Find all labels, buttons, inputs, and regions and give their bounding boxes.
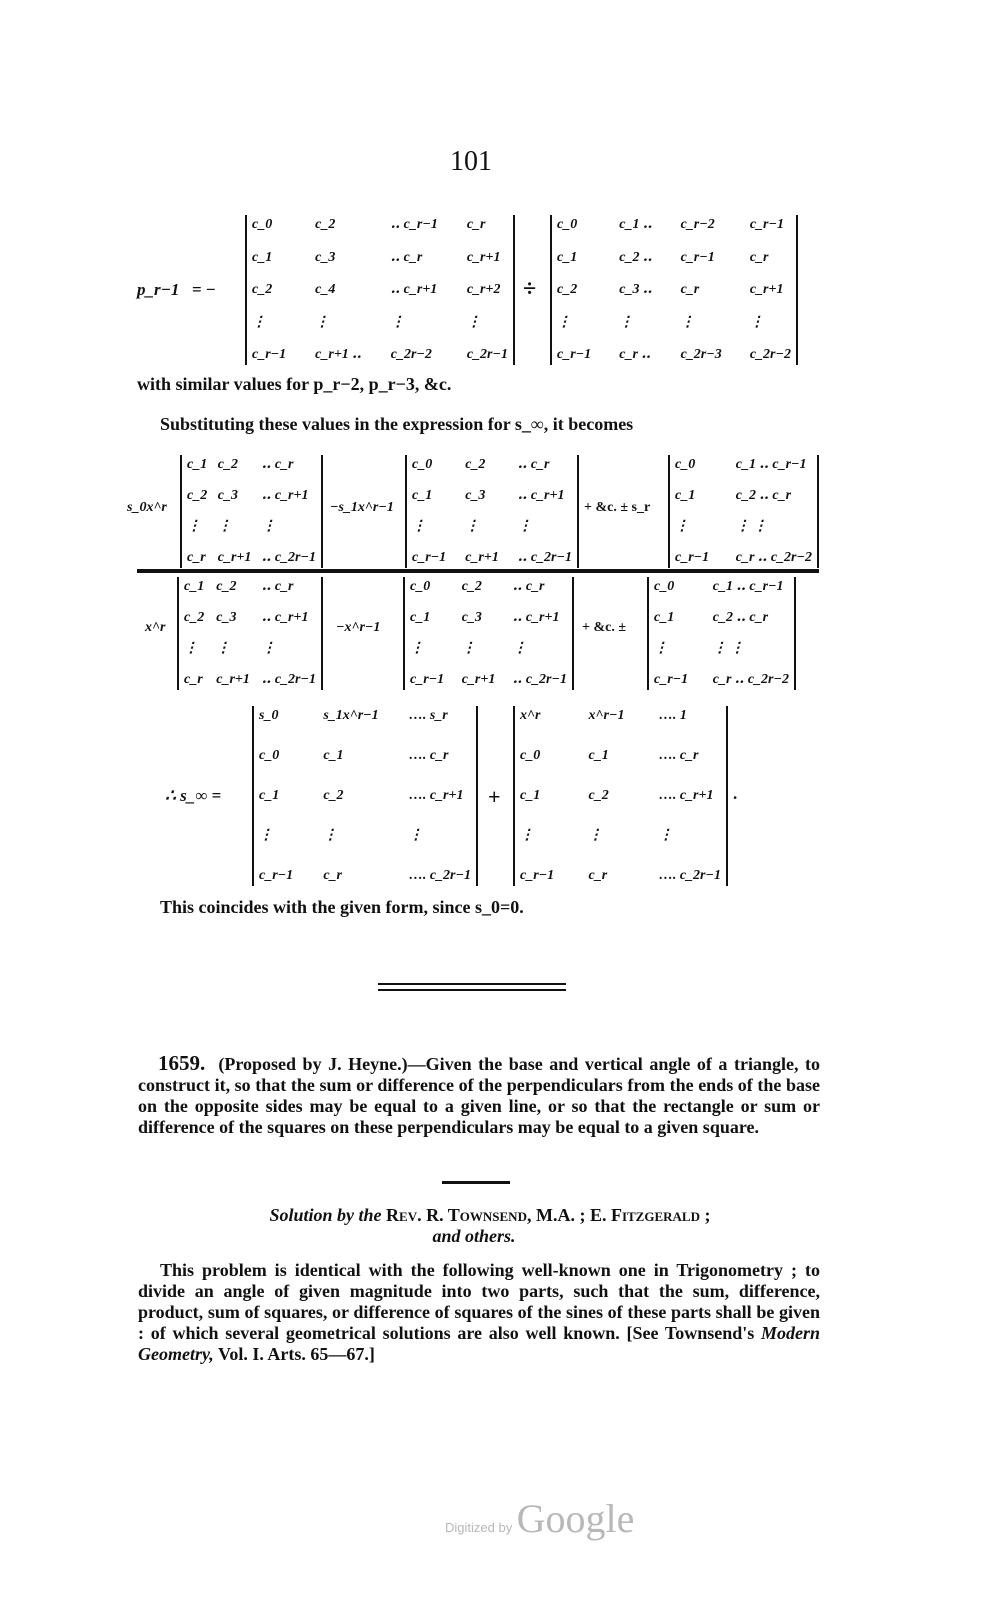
determinant-entry: c_3 ‥ — [619, 282, 653, 297]
num-coef-1: s_0x^r — [127, 500, 167, 515]
determinant-entry: ⋮ — [517, 519, 532, 534]
determinant-entry: s_0 — [259, 708, 279, 723]
determinant-entry: c_0 — [654, 579, 675, 594]
determinant-entry: c_1 — [410, 610, 431, 625]
determinant-entry: c_r — [187, 550, 206, 565]
determinant-entry: c_3 — [461, 610, 482, 625]
determinant-entry: ⋮ — [658, 828, 673, 843]
determinant-entry: c_r−1 — [680, 249, 715, 265]
determinant-entry: c_3 — [217, 488, 238, 503]
determinant-entry: …. c_r+1 — [408, 788, 464, 803]
similar-values-text: with similar values for p_r−2, p_r−3, &c. — [137, 374, 452, 394]
determinant-entry: ⋮ — [675, 519, 689, 534]
watermark-prefix: Digitized by — [445, 1520, 513, 1535]
solution-prefix: Solution by the — [269, 1205, 382, 1225]
determinant-entry: c_r+1 ‥ — [315, 347, 362, 362]
determinant-entry: c_0 — [259, 748, 280, 763]
determinant-entry: c_2r−2 — [749, 347, 791, 362]
determinant-entry: ⋮ — [461, 641, 476, 656]
substituting-text: Substituting these values in the expression for s_∞, it becomes — [160, 414, 634, 434]
fraction-bar — [137, 569, 819, 573]
determinant-entry: ⋮ — [216, 641, 231, 656]
eq3-period: . — [733, 784, 738, 803]
determinant-entry: ⋮ — [557, 314, 571, 330]
determinant-entry: c_4 — [315, 282, 336, 297]
determinant-entry: c_r — [323, 868, 342, 883]
determinant-entry: c_1 — [675, 488, 696, 503]
determinant-entry: c_1 — [259, 788, 280, 803]
den-determinant-2 — [403, 577, 574, 690]
determinant-entry: c_2r−3 — [680, 347, 722, 362]
proposer: (Proposed by J. Heyne.) — [218, 1054, 408, 1074]
eq3-determinant-1 — [252, 706, 478, 886]
determinant-entry: ⋮ — [315, 314, 330, 330]
determinant-entry: ‥ c_r — [512, 579, 545, 594]
determinant-entry: c_0 — [557, 217, 578, 232]
determinant-entry: ‥ c_r+1 — [261, 610, 309, 625]
determinant-entry: c_r−1 — [252, 347, 287, 362]
determinant-entry: c_2 — [252, 282, 273, 297]
determinant-entry: x^r — [520, 708, 541, 723]
determinant-entry: c_1 — [252, 249, 273, 265]
determinant-entry: c_1 ‥ — [619, 217, 653, 232]
determinant-entry: c_r−1 — [259, 868, 294, 883]
watermark-brand: Google — [516, 1496, 635, 1541]
determinant-entry: c_3 — [216, 610, 237, 625]
determinant-entry: c_2 — [465, 457, 486, 472]
den-determinant-1 — [177, 577, 323, 690]
determinant-entry: c_r−1 — [412, 550, 447, 565]
determinant-entry: c_3 — [465, 488, 486, 503]
solution-authors: Rev. R. Townsend, M.A. ; E. Fitzgerald ; — [386, 1205, 711, 1225]
eq1-lhs: p_r−1 — [137, 280, 180, 299]
determinant-entry: ‥ c_r−1 — [390, 217, 438, 232]
solution-body: This problem is identical with the following well-known one in Trigonometry ; to divide an angle of given magnitude into two parts, such that the sum, difference, product, sum of squares, or difference of squares of the sines of these parts shall be given : of which several geometrical solutions are also well known. [See Townsend's — [138, 1260, 820, 1343]
book-title: Modern Geometry, — [138, 1323, 820, 1364]
problem-text: —Given the base and vertical angle of a triangle, to construct it, so that the sum or difference of the perpendiculars from the ends of the base on the opposite sides may be equal to a given line, or so that the rectangle or sum or difference of the squares on these perpendiculars may be equal to a given square. — [138, 1054, 820, 1137]
determinant-entry: c_r+2 — [466, 282, 501, 297]
determinant-entry: c_r−1 — [557, 347, 592, 362]
determinant-entry: …. c_2r−1 — [408, 868, 471, 883]
determinant-entry: ⋮ — [749, 314, 764, 330]
determinant-entry: ⋮ — [465, 519, 480, 534]
determinant-entry: c_r+1 — [749, 282, 784, 297]
determinant-entry: …. s_r — [408, 708, 448, 723]
eq3-determinant-2 — [513, 706, 728, 886]
determinant-entry: ‥ c_2r−1 — [517, 550, 572, 565]
determinant-entry: ⋮ — [259, 828, 273, 843]
den-coef-1: x^r — [145, 620, 166, 635]
determinant-entry: ⋮ — [217, 519, 232, 534]
determinant-entry: ⋮ — [588, 828, 603, 843]
determinant-entry: c_r+1 — [461, 672, 496, 687]
determinant-entry: …. 1 — [658, 708, 687, 723]
determinant-entry: ⋮ — [252, 314, 266, 330]
determinant-entry: ‥ c_r — [261, 457, 294, 472]
determinant-entry: ⋮ — [261, 519, 276, 534]
determinant-entry: ⋮ — [184, 641, 198, 656]
determinant-entry: c_1 — [184, 579, 205, 594]
determinant-entry: c_3 — [315, 249, 336, 265]
determinant-entry: c_r+1 — [216, 672, 250, 687]
problem-statement — [138, 1053, 820, 1138]
determinant-entry: c_r ‥ — [619, 347, 651, 362]
determinant-entry: c_2 — [323, 788, 344, 803]
determinant-entry: c_r — [680, 282, 700, 297]
num-determinant-1 — [180, 455, 323, 568]
determinant-entry: ‥ c_r+1 — [512, 610, 560, 625]
determinant-entry: ⋮ — [408, 828, 423, 843]
num-coef-3: + &c. ± s_r — [584, 500, 651, 515]
determinant-entry: c_1 — [520, 788, 541, 803]
coincides-text: This coincides with the given form, since s_0=0. — [160, 897, 524, 917]
determinant-entry: c_1 — [654, 610, 675, 625]
determinant-entry: c_1 ‥ c_r−1 — [735, 457, 807, 472]
solution-heading — [0, 1205, 980, 1226]
determinant-entry: c_r — [184, 672, 203, 687]
determinant-entry: c_2 — [187, 488, 208, 503]
determinant-entry: c_2 — [557, 282, 578, 297]
determinant-entry: c_1 — [187, 457, 208, 472]
determinant-entry: c_2 — [588, 788, 609, 803]
determinant-entry: c_2 ‥ — [619, 249, 653, 265]
determinant-entry: c_r+1 — [465, 550, 499, 565]
num-determinant-3 — [668, 455, 819, 568]
determinant-entry: ‥ c_2r−1 — [512, 672, 567, 687]
determinant-entry: c_1 — [323, 748, 344, 763]
solution-others: and others. — [432, 1226, 516, 1246]
eq1-determinant-numerator — [245, 215, 515, 365]
determinant-entry: c_r ‥ c_2r−2 — [712, 672, 789, 687]
double-rule-top — [378, 983, 566, 985]
determinant-entry: c_2 — [216, 579, 237, 594]
determinant-entry: c_r+1 — [217, 550, 252, 565]
determinant-entry: c_r−1 — [654, 672, 689, 687]
determinant-entry: c_1 — [412, 488, 433, 503]
determinant-entry: ‥ c_r — [390, 249, 423, 265]
determinant-entry: ⋮ — [412, 519, 426, 534]
determinant-entry: c_0 — [412, 457, 433, 472]
determinant-entry: c_r — [588, 868, 608, 883]
determinant-entry: c_r−1 — [520, 868, 555, 883]
determinant-entry: ‥ c_r — [517, 457, 550, 472]
determinant-entry: ⋮ ⋮ — [735, 519, 768, 534]
determinant-entry: c_r — [466, 217, 486, 232]
determinant-entry: c_r−1 — [675, 550, 710, 565]
determinant-entry: ⋮ — [680, 314, 695, 330]
google-watermark — [445, 1495, 634, 1542]
den-coef-2: −x^r−1 — [336, 620, 381, 635]
determinant-entry: c_r−1 — [749, 217, 784, 232]
eq1-equals: = − — [192, 280, 216, 299]
determinant-entry: ⋮ — [619, 314, 634, 330]
page-number: 101 — [450, 146, 492, 177]
determinant-entry: c_2 — [184, 610, 205, 625]
determinant-entry: c_r+1 — [466, 249, 501, 265]
determinant-entry: c_0 — [520, 748, 541, 763]
determinant-entry: c_0 — [410, 579, 431, 594]
determinant-entry: c_r−1 — [410, 672, 445, 687]
num-determinant-2 — [405, 455, 579, 568]
determinant-entry: c_2r−2 — [390, 347, 432, 362]
determinant-entry: …. c_r — [658, 748, 699, 763]
eq3-lhs: ∴ s_∞ = — [165, 786, 222, 805]
eq1-determinant-denominator — [550, 215, 798, 365]
determinant-entry: ⋮ — [512, 641, 527, 656]
double-rule-bottom — [378, 989, 566, 991]
determinant-entry: c_1 — [588, 748, 609, 763]
determinant-entry: c_0 — [252, 217, 273, 232]
determinant-entry: c_r−2 — [680, 217, 715, 232]
determinant-entry: ‥ c_r+1 — [390, 282, 438, 297]
determinant-entry: ‥ c_2r−1 — [261, 550, 316, 565]
determinant-entry: c_2 — [315, 217, 336, 232]
determinant-entry: c_2 ‥ c_r — [712, 610, 769, 625]
determinant-entry: ⋮ — [261, 641, 276, 656]
short-rule — [442, 1181, 510, 1184]
den-coef-3: + &c. ± — [582, 620, 627, 635]
determinant-entry: ⋮ — [390, 314, 405, 330]
determinant-entry: ⋮ ⋮ — [712, 641, 745, 656]
determinant-entry: ⋮ — [654, 641, 668, 656]
determinant-entry: c_1 ‥ c_r−1 — [712, 579, 784, 594]
problem-number: 1659. — [158, 1051, 206, 1075]
determinant-entry: c_r ‥ c_2r−2 — [735, 550, 812, 565]
determinant-entry: c_2 ‥ c_r — [735, 488, 792, 503]
determinant-entry: c_2 — [461, 579, 482, 594]
determinant-entry: s_1x^r−1 — [323, 708, 379, 723]
determinant-entry: c_r — [749, 249, 769, 265]
determinant-entry: ⋮ — [410, 641, 424, 656]
determinant-entry: ⋮ — [323, 828, 338, 843]
determinant-entry: ⋮ — [187, 519, 201, 534]
solution-text — [138, 1260, 820, 1365]
determinant-entry: c_1 — [557, 249, 578, 265]
determinant-entry: ‥ c_r+1 — [517, 488, 565, 503]
determinant-entry: ‥ c_r+1 — [261, 488, 309, 503]
eq3-plus: + — [488, 784, 501, 809]
determinant-entry: ‥ c_r — [261, 579, 294, 594]
den-determinant-3 — [647, 577, 796, 690]
determinant-entry: x^r−1 — [588, 708, 625, 723]
determinant-entry: ⋮ — [466, 314, 481, 330]
determinant-entry: …. c_r — [408, 748, 449, 763]
determinant-entry: …. c_2r−1 — [658, 868, 721, 883]
solution-body-end: Vol. I. Arts. 65—67.] — [213, 1344, 375, 1364]
determinant-entry: …. c_r+1 — [658, 788, 714, 803]
determinant-entry: ⋮ — [520, 828, 534, 843]
num-coef-2: −s_1x^r−1 — [330, 500, 394, 515]
determinant-entry: c_0 — [675, 457, 696, 472]
determinant-entry: ‥ c_2r−1 — [261, 672, 316, 687]
divide-sign: ÷ — [523, 276, 537, 302]
determinant-entry: c_2r−1 — [466, 347, 508, 362]
determinant-entry: c_2 — [217, 457, 238, 472]
